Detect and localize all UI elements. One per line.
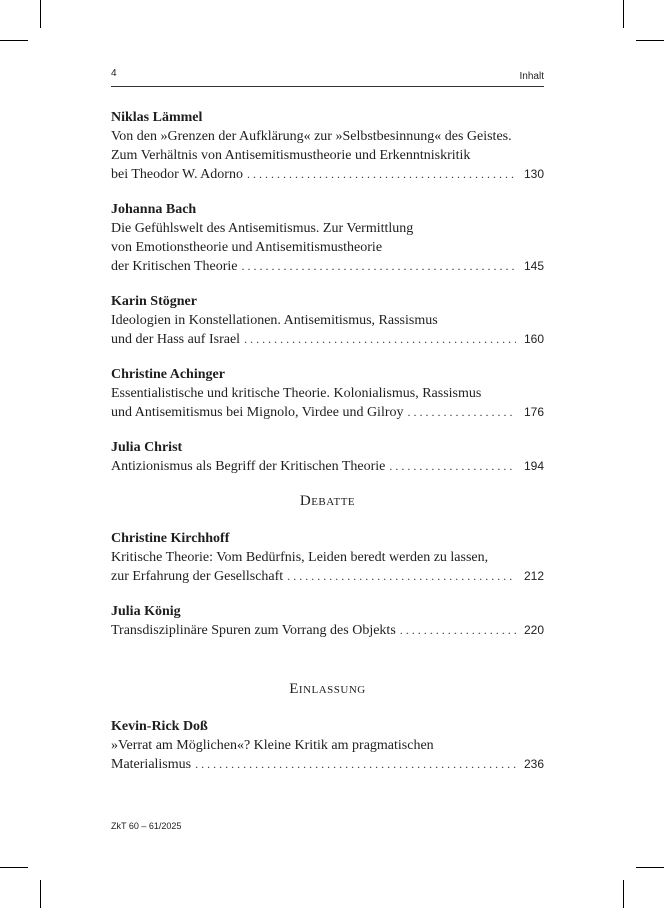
crop-mark (0, 867, 28, 868)
entry-title-line: Zum Verhältnis von Antisemitismustheorie und Erkenntniskritik (111, 148, 471, 163)
entry-title-line: und der Hass auf Israel (111, 332, 241, 347)
entry-title-line: der Kritischen Theorie (111, 259, 238, 274)
entry-last-line (111, 567, 544, 586)
entry-page-number: 236 (523, 757, 544, 771)
header-rule (111, 86, 544, 87)
section-heading-debatte (111, 492, 544, 511)
toc-entry (111, 717, 544, 774)
crop-mark (636, 40, 664, 41)
section-heading-einlassung (111, 680, 544, 699)
section-title: Einlassung (289, 681, 366, 697)
entry-last-line (111, 330, 544, 349)
entry-last-line (111, 621, 544, 640)
entry-author: Christine Achinger (111, 367, 225, 382)
entry-title-line: und Antisemitismus bei Mignolo, Virdee und Gilroy (111, 405, 404, 420)
toc-entry (111, 108, 544, 184)
crop-mark (623, 880, 624, 908)
toc-entry (111, 602, 544, 640)
entry-title-line: Kritische Theorie: Vom Bedürfnis, Leiden beredt werden zu lassen, (111, 550, 489, 565)
entry-page-number: 130 (523, 167, 544, 181)
dot-leader (400, 621, 516, 640)
entry-title-line: bei Theodor W. Adorno (111, 167, 243, 182)
toc-group-einlassung (111, 717, 544, 774)
dot-leader (408, 403, 516, 422)
entry-page-number: 212 (523, 569, 544, 583)
entry-title-line: Antizionismus als Begriff der Kritischen Theorie (111, 459, 386, 474)
crop-mark (40, 0, 41, 28)
page-number: 4 (111, 68, 117, 79)
entry-author: Julia Christ (111, 440, 183, 455)
entry-author: Niklas Lämmel (111, 110, 203, 125)
crop-mark (636, 867, 664, 868)
toc-group-main (111, 108, 544, 476)
section-title: Debatte (299, 493, 356, 509)
entry-title-line: Essentialistische und kritische Theorie. Kolonialismus, Rassismus (111, 386, 482, 401)
entry-last-line (111, 457, 544, 476)
entry-page-number: 176 (523, 405, 544, 419)
entry-last-line (111, 165, 544, 184)
entry-title-line: Materialismus (111, 757, 192, 772)
entry-page-number: 160 (523, 332, 544, 346)
toc-entry (111, 438, 544, 476)
toc-entry (111, 200, 544, 276)
footer-journal-issue: ZkT 60 – 61/2025 (111, 821, 182, 831)
dot-leader (247, 165, 516, 184)
toc-entry (111, 292, 544, 349)
dot-leader (389, 457, 516, 476)
running-title: Inhalt (519, 71, 544, 82)
entry-title-line: Ideologien in Konstellationen. Antisemitismus, Rassismus (111, 313, 438, 328)
running-header (111, 68, 544, 88)
dot-leader (244, 330, 516, 349)
entry-author: Karin Stögner (111, 294, 197, 309)
entry-page-number: 145 (523, 259, 544, 273)
entry-last-line (111, 755, 544, 774)
crop-mark (623, 0, 624, 28)
entry-title-line: Die Gefühlswelt des Antisemitismus. Zur Vermittlung (111, 221, 414, 236)
crop-mark (40, 880, 41, 908)
entry-last-line (111, 403, 544, 422)
entry-author: Johanna Bach (111, 202, 197, 217)
table-of-contents (111, 108, 544, 790)
entry-author: Kevin-Rick Doß (111, 719, 208, 734)
entry-last-line (111, 257, 544, 276)
toc-group-debatte (111, 529, 544, 640)
dot-leader (195, 755, 516, 774)
entry-author: Christine Kirchhoff (111, 531, 230, 546)
entry-page-number: 194 (523, 459, 544, 473)
toc-entry (111, 529, 544, 586)
entry-title-line: Transdisziplinäre Spuren zum Vorrang des Objekts (111, 623, 396, 638)
dot-leader (241, 257, 516, 276)
entry-title-line: Von den »Grenzen der Aufklärung« zur »Selbstbesinnung« des Geistes. (111, 129, 512, 144)
crop-mark (0, 40, 28, 41)
entry-title-line: zur Erfahrung der Gesellschaft (111, 569, 284, 584)
toc-entry (111, 365, 544, 422)
entry-author: Julia König (111, 604, 181, 619)
entry-title-line: von Emotionstheorie und Antisemitismustheorie (111, 240, 383, 255)
dot-leader (287, 567, 516, 586)
entry-page-number: 220 (523, 623, 544, 637)
entry-title-line: »Verrat am Möglichen«? Kleine Kritik am pragmatischen (111, 738, 434, 753)
